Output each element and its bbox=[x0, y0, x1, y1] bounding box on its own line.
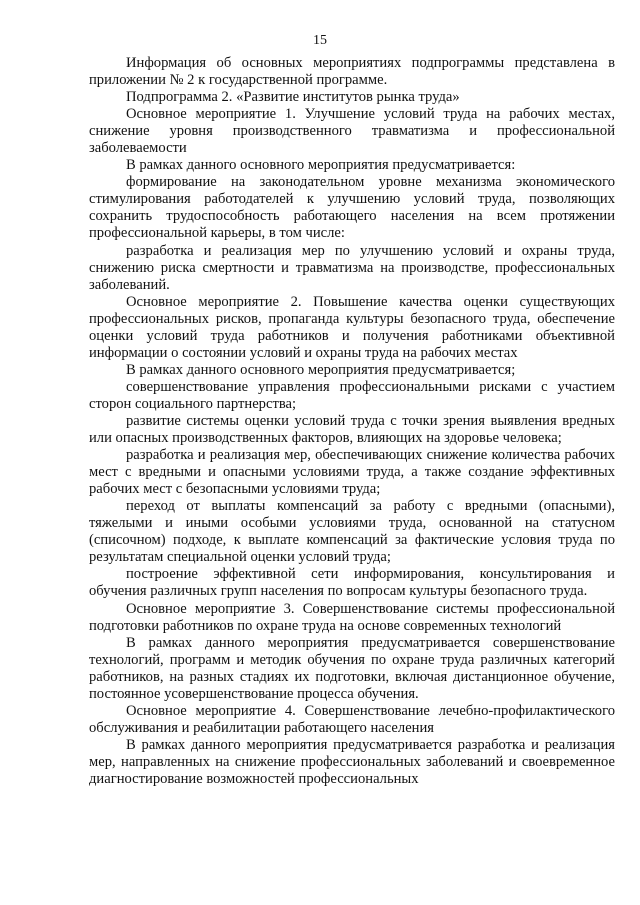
activity-1-item-2: разработка и реализация мер по улучшению условий и охраны труда, снижению риска смертности и травматизма на производстве, профессиональных заболеваний. bbox=[89, 242, 615, 293]
activity-2-item-4: переход от выплаты компенсаций за работу с вредными (опасными), тяжелыми и иными особыми условиями труда, основанной на статусном (списочном) подходе, к выплате компенсаций за фактические условия труда по результатам специальной оценки условий труда; bbox=[89, 498, 615, 566]
main-activity-3-title: Основное мероприятие 3. Совершенствование системы профессиональной подготовки работников по охране труда на основе современных технологий bbox=[89, 600, 615, 634]
activity-2-item-5: построение эффективной сети информирования, консультирования и обучения различных групп населения по вопросам культуры безопасного труда. bbox=[89, 566, 615, 600]
activity-2-item-2: развитие системы оценки условий труда с точки зрения выявления вредных или опасных производственных факторов, влияющих на здоровье человека; bbox=[89, 412, 615, 447]
paragraph-appendix-note: Информация об основных мероприятиях подпрограммы представлена в приложении № 2 к государственной программе. bbox=[89, 55, 615, 89]
main-activity-2-title: Основное мероприятие 2. Повышение качества оценки существующих профессиональных рисков, пропаганда культуры безопасного труда, обеспечение оценки условий труда работников и получения работниками объективной информации о состоянии условий и охраны труда на рабочих местах bbox=[89, 293, 615, 361]
main-activity-1-title: Основное мероприятие 1. Улучшение условий труда на рабочих местах, снижение уровня производственного травматизма и профессиональной заболеваемости bbox=[89, 106, 615, 157]
document-body bbox=[89, 55, 615, 788]
activity-2-item-3: разработка и реализация мер, обеспечивающих снижение количества рабочих мест с вредными и опасными условиями труда, а также создание эффективных рабочих мест с безопасными условиями труда; bbox=[89, 447, 615, 498]
main-activity-4-title: Основное мероприятие 4. Совершенствование лечебно-профилактического обслуживания и реабилитации работающего населения bbox=[89, 702, 615, 736]
subprogram-heading: Подпрограмма 2. «Развитие институтов рынка труда» bbox=[126, 89, 460, 106]
activity-1-item-1: формирование на законодательном уровне механизма экономического стимулирования работодателей к улучшению условий труда, позволяющих сохранить трудоспособность работающего населения на всем протяжении профессиональной карьеры, в том числе: bbox=[89, 174, 615, 242]
activity-4-description: В рамках данного мероприятия предусматривается разработка и реализация мер, направленных на снижение профессиональных заболеваний и своевременное диагностирование возможностей профессиональных bbox=[89, 736, 615, 787]
activity-2-item-1: совершенствование управления профессиональными рисками с участием сторон социального партнерства; bbox=[89, 378, 615, 412]
page-number: 15 bbox=[313, 33, 327, 48]
activity-3-description: В рамках данного мероприятия предусматривается совершенствование технологий, программ и методик обучения по охране труда различных категорий работников, на разных стадиях их подготовки, включая дистанционное обучение, постоянное усовершенствование процесса обучения. bbox=[89, 634, 615, 702]
activity-2-intro: В рамках данного основного мероприятия предусматривается; bbox=[126, 361, 516, 378]
activity-1-intro: В рамках данного основного мероприятия предусматривается: bbox=[126, 157, 516, 174]
